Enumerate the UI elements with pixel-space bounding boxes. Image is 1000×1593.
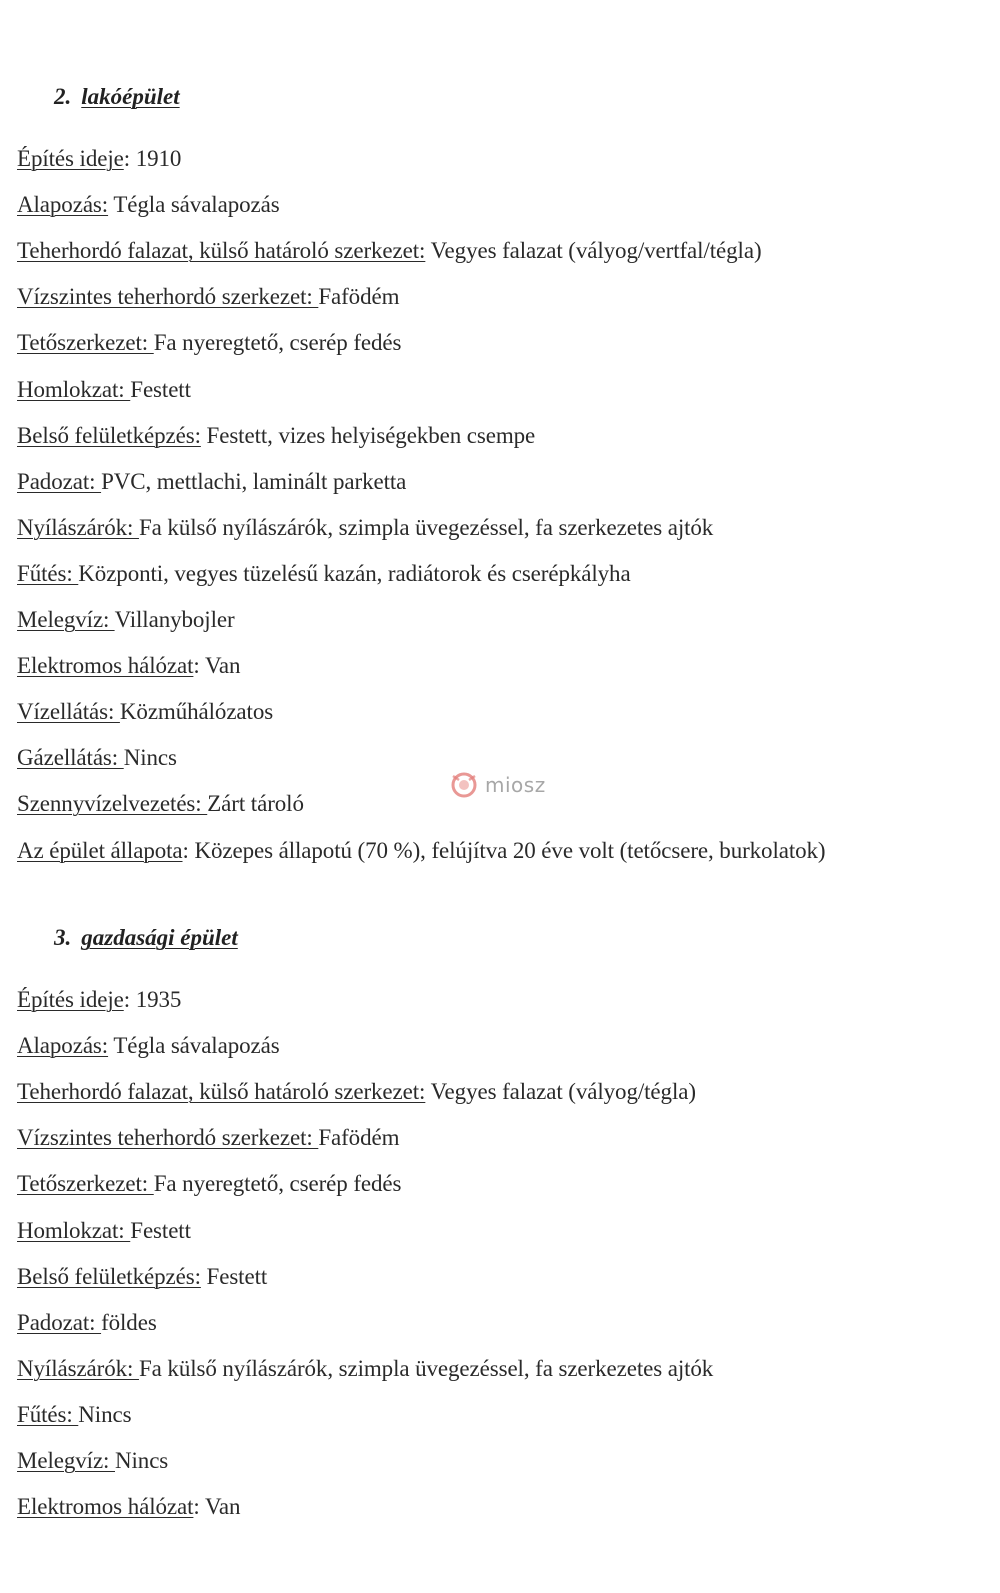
- section-heading: [54, 925, 238, 951]
- field-value: Festett: [206, 1264, 268, 1289]
- field-row: [17, 145, 181, 173]
- field-value: Fa nyeregtető, cserép fedés: [153, 1171, 402, 1196]
- field-row: [17, 1447, 168, 1475]
- field-label: Belső felületképzés:: [17, 423, 201, 448]
- field-label: Melegvíz:: [17, 607, 115, 632]
- field-value: Vegyes falazat (vályog/tégla): [430, 1079, 696, 1104]
- field-label: Tetőszerkezet:: [17, 330, 154, 355]
- field-label: Nyílászárók:: [17, 1356, 139, 1381]
- field-value: Központi, vegyes tüzelésű kazán, radiátorok és cserépkályha: [78, 561, 631, 586]
- field-row: [17, 986, 181, 1014]
- field-label: Homlokzat:: [17, 377, 131, 402]
- field-label: Szennyvízelvezetés:: [17, 791, 208, 816]
- field-row: [17, 283, 399, 311]
- field-row: [17, 1217, 191, 1245]
- field-label: Vízszintes teherhordó szerkezet:: [17, 284, 319, 309]
- field-row: [17, 237, 762, 265]
- section-title: lakóépület: [81, 84, 180, 109]
- watermark-text: miosz: [485, 773, 546, 797]
- field-separator: :: [182, 838, 195, 863]
- field-row: [17, 329, 401, 357]
- section-title: gazdasági épület: [81, 925, 238, 950]
- field-row: [17, 376, 191, 404]
- field-row: [17, 698, 273, 726]
- field-label: Elektromos hálózat: [17, 1494, 194, 1519]
- field-separator: :: [193, 1494, 205, 1519]
- field-value: 1935: [135, 987, 182, 1012]
- field-label: Építés ideje: [17, 146, 124, 171]
- field-value: Nincs: [123, 745, 177, 770]
- miosz-logo-icon: [447, 770, 481, 800]
- field-row: [17, 1309, 157, 1337]
- field-label: Alapozás:: [17, 1033, 109, 1058]
- field-label: Építés ideje: [17, 987, 124, 1012]
- field-row: [17, 422, 535, 450]
- field-value: Villanybojler: [114, 607, 235, 632]
- field-value: PVC, mettlachi, laminált parketta: [101, 469, 407, 494]
- section-number: 2.: [54, 84, 72, 109]
- field-value: Zárt tároló: [207, 791, 304, 816]
- field-row: [17, 790, 304, 818]
- field-value: Festett, vizes helyiségekben csempe: [206, 423, 536, 448]
- field-label: Teherhordó falazat, külső határoló szerkezet:: [17, 238, 426, 263]
- field-value: Vegyes falazat (vályog/vertfal/tégla): [430, 238, 762, 263]
- field-value: Van: [204, 1494, 241, 1519]
- field-label: Alapozás:: [17, 192, 109, 217]
- field-label: Vízellátás:: [17, 699, 120, 724]
- field-value: földes: [101, 1310, 157, 1335]
- field-label: Elektromos hálózat: [17, 653, 194, 678]
- field-label: Tetőszerkezet:: [17, 1171, 154, 1196]
- field-value: 1910: [135, 146, 182, 171]
- field-row: [17, 191, 280, 219]
- field-value: Fa nyeregtető, cserép fedés: [153, 330, 402, 355]
- field-row: [17, 468, 406, 496]
- field-separator: :: [123, 987, 136, 1012]
- field-label: Nyílászárók:: [17, 515, 139, 540]
- field-value: Fa külső nyílászárók, szimpla üvegezéssel, fa szerkezetes ajtók: [138, 1356, 714, 1381]
- field-row: [17, 1355, 713, 1383]
- field-label: Melegvíz:: [17, 1448, 115, 1473]
- section-number: 3.: [54, 925, 72, 950]
- field-row: [17, 1078, 696, 1106]
- field-value: Fa külső nyílászárók, szimpla üvegezéssel, fa szerkezetes ajtók: [138, 515, 714, 540]
- field-label: Gázellátás:: [17, 745, 124, 770]
- field-separator: :: [193, 653, 205, 678]
- field-value: Festett: [130, 1218, 191, 1243]
- field-value: Közepes állapotú (70 %), felújítva 20 éve volt (tetőcsere, burkolatok): [194, 838, 826, 863]
- field-label: Vízszintes teherhordó szerkezet:: [17, 1125, 319, 1150]
- field-separator: :: [123, 146, 136, 171]
- field-row: [17, 1170, 401, 1198]
- field-label: Fűtés:: [17, 1402, 79, 1427]
- field-value: Nincs: [115, 1448, 169, 1473]
- miosz-watermark: [447, 770, 546, 800]
- field-value: Faföd​ém: [318, 284, 400, 309]
- field-value: Faföd​ém: [318, 1125, 400, 1150]
- field-row: [17, 1263, 267, 1291]
- field-value: Nincs: [78, 1402, 132, 1427]
- field-row: [17, 1032, 280, 1060]
- field-row: [17, 1493, 240, 1521]
- field-row: [17, 606, 235, 634]
- field-label: Az épület állapota: [17, 838, 183, 863]
- field-value: Festett: [130, 377, 191, 402]
- field-label: Padozat:: [17, 469, 102, 494]
- field-row: [17, 652, 240, 680]
- section-heading: [54, 84, 180, 110]
- field-value: Tégla sávalapozás: [113, 1033, 280, 1058]
- field-value: Van: [204, 653, 241, 678]
- field-value: Tégla sávalapozás: [113, 192, 280, 217]
- field-label: Teherhordó falazat, külső határoló szerkezet:: [17, 1079, 426, 1104]
- field-row: [17, 1401, 131, 1429]
- field-row: [17, 560, 631, 588]
- field-row: [17, 744, 177, 772]
- field-label: Belső felületképzés:: [17, 1264, 201, 1289]
- field-row: [17, 1124, 399, 1152]
- field-label: Padozat:: [17, 1310, 102, 1335]
- field-label: Fűtés:: [17, 561, 79, 586]
- field-label: Homlokzat:: [17, 1218, 131, 1243]
- field-value: Közműhálózatos: [119, 699, 274, 724]
- field-row: [17, 837, 826, 865]
- field-row: [17, 514, 713, 542]
